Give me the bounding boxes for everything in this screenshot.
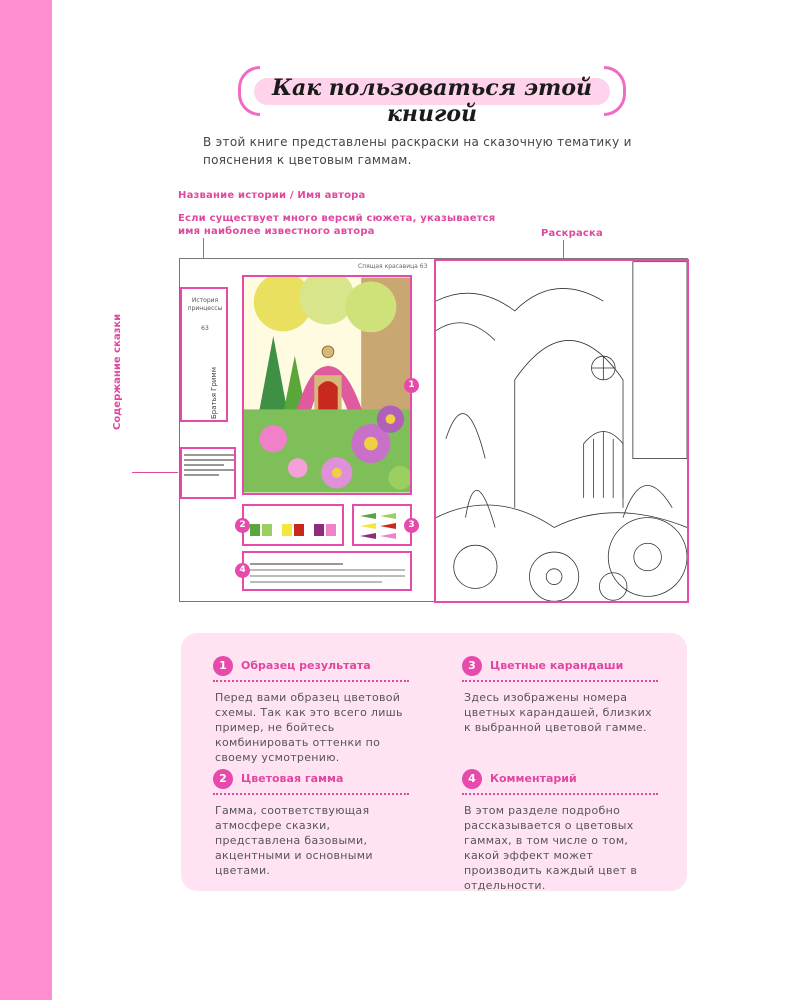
explanation-panel [181,633,687,891]
page-title: Как пользоваться этой книгой [271,75,592,127]
pencils-box [352,504,412,546]
item-2-number: 2 [213,769,233,789]
item-3-divider [462,680,658,682]
item-3-title: Цветные карандаши [490,659,624,672]
item-4-text: В этом разделе подробно рассказывается о цветовых гаммах, в том числе о том, какой эффект может производить каждый цвет в отдельности. [464,804,638,892]
title-banner [238,66,626,127]
swatch-3 [282,524,292,536]
item-4-number: 4 [462,769,482,789]
side-stripe [0,0,52,1000]
item-2-title: Цветовая гамма [241,772,344,785]
coloring-illustration [436,261,687,601]
comment-box [242,551,412,591]
swatch-4 [294,524,304,536]
leader-line-coloring [563,240,564,258]
badge-4: 4 [235,563,250,578]
swatch-2 [262,524,272,536]
sample-result-box [242,275,412,495]
intro-text: В этой книге представлены раскраски на сказочную тематику и пояснения к цветовым гаммам. [203,135,632,167]
story-title: История принцессы [187,297,223,312]
book-spread [179,258,688,602]
pencils-illustration [354,506,410,544]
item-4-divider [462,793,658,795]
story-info-box [180,287,228,422]
item-1 [213,656,409,776]
label-story-author: Название истории / Имя автора [178,190,366,201]
coloring-page-box [434,259,689,603]
item-2-divider [213,793,409,795]
label-story-content: Содержание сказки [112,313,123,430]
item-4-title: Комментарий [490,772,577,785]
item-3-text: Здесь изображены номера цветных карандашей, близких к выбранной цветовой гамме. [464,691,652,734]
label-versions-line1: Если существует много версий сюжета, указывается [178,213,496,224]
item-2-text: Гамма, соответствующая атмосфере сказки, представлена базовыми, акцентными и основными цветами. [215,804,373,877]
palette-box [242,504,344,546]
leader-line-content [132,472,178,473]
story-author: Братья Гримм [210,367,218,419]
badge-2: 2 [235,518,250,533]
story-number: 63 [201,325,209,332]
badge-1: 1 [404,378,419,393]
item-3 [462,656,658,756]
item-1-number: 1 [213,656,233,676]
item-2 [213,769,409,879]
item-1-divider [213,680,409,682]
story-content-placeholder [184,452,234,479]
story-content-box [180,447,236,499]
swatch-5 [314,524,324,536]
badge-3: 3 [404,518,419,533]
item-1-text: Перед вами образец цветовой схемы. Так как это всего лишь пример, не бойтесь комбинировать оттенки по своему усмотрению. [215,691,403,764]
swatch-6 [326,524,336,536]
item-4 [462,769,658,892]
item-1-title: Образец результата [241,659,371,672]
page-number: Спящая красавица 63 [358,263,428,270]
sample-illustration [244,277,410,493]
label-versions-line2: имя наиболее известного автора [178,226,375,237]
label-coloring: Раскраска [541,228,603,239]
item-3-number: 3 [462,656,482,676]
swatch-1 [250,524,260,536]
comment-placeholder [250,563,405,587]
